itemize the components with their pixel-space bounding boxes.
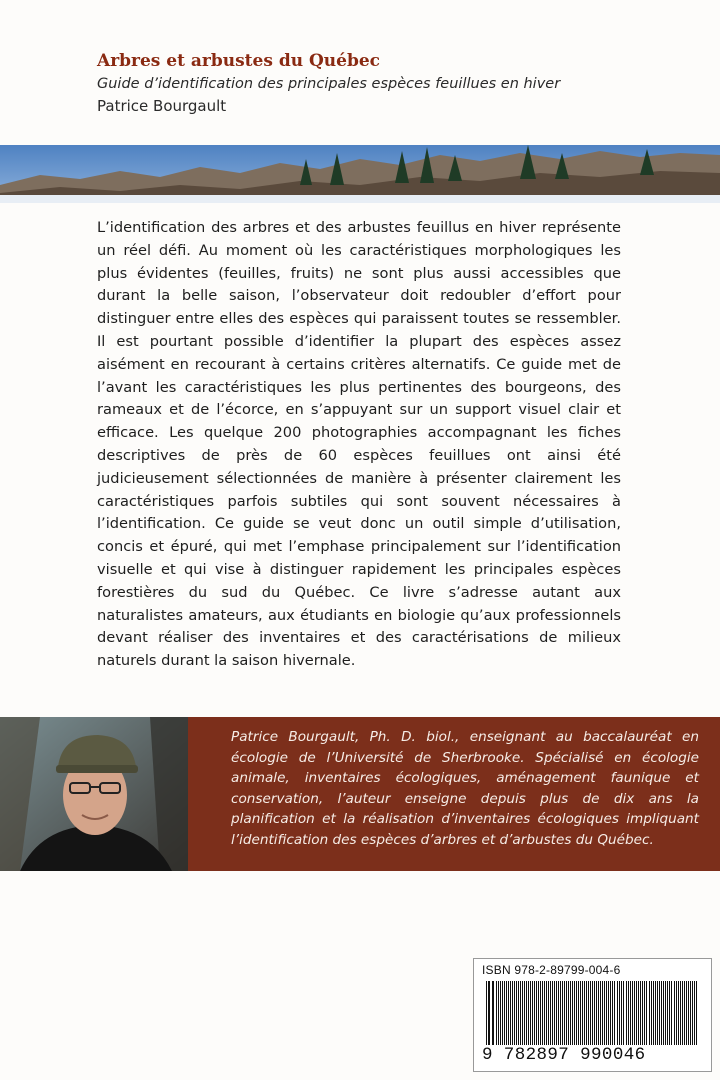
cover-header	[97, 50, 697, 117]
barcode-bar	[572, 981, 573, 1045]
barcode-bar	[578, 981, 579, 1045]
barcode-bar	[516, 981, 517, 1045]
barcode-bar	[518, 981, 519, 1045]
winter-forest-banner	[0, 145, 720, 203]
barcode-bar	[492, 981, 494, 1045]
barcode-bar	[690, 981, 691, 1045]
barcode-bar	[667, 981, 668, 1045]
barcode-bar	[612, 981, 613, 1045]
barcode-bar	[584, 981, 585, 1045]
barcode-bar	[536, 981, 537, 1045]
barcode-bar	[582, 981, 583, 1045]
barcode-bar	[686, 981, 687, 1045]
barcode-bar	[504, 981, 505, 1045]
barcode-bar	[564, 981, 565, 1045]
barcode-bar	[602, 981, 603, 1045]
barcode-bar	[586, 981, 587, 1045]
barcode-bar	[694, 981, 695, 1045]
barcode-bar	[554, 981, 555, 1045]
barcode-bar	[678, 981, 679, 1045]
barcode-bar	[588, 981, 589, 1045]
barcode-bar	[659, 981, 660, 1045]
barcode-bar	[655, 981, 656, 1045]
barcode-bar	[552, 981, 553, 1045]
barcode-bar	[626, 981, 627, 1045]
barcode-bar	[657, 981, 658, 1045]
author-bio: Patrice Bourgault, Ph. D. biol., enseignant au baccalauréat en écologie de l’Université de Sherbrooke. Spécialisé en écologie animale, inventaires écologiques, aménagement faunique et conservation, l’auteur enseigne depuis plus de dix ans la planification et la réalisation d’inventaires écologiques impliquant l’identification des espèces d’arbres et d’arbustes du Québec.	[231, 729, 699, 848]
barcode-bar	[680, 981, 681, 1045]
barcode-bar	[610, 981, 611, 1045]
book-subtitle: Guide d’identification des principales espèces feuillues en hiver	[97, 76, 561, 92]
barcode-bar	[696, 981, 697, 1045]
barcode-bar	[528, 981, 529, 1045]
barcode-bar	[638, 981, 639, 1045]
barcode-bar	[592, 981, 593, 1045]
barcode-bar	[628, 981, 629, 1045]
barcode-bar	[630, 981, 631, 1045]
barcode-bar	[608, 981, 609, 1045]
barcode-bar	[606, 981, 607, 1045]
barcode-bar	[671, 981, 672, 1045]
barcode	[484, 981, 702, 1045]
barcode-bar	[674, 981, 675, 1045]
barcode-bar	[512, 981, 513, 1045]
barcode-bar	[562, 981, 563, 1045]
barcode-bar	[665, 981, 666, 1045]
barcode-bar	[568, 981, 569, 1045]
barcode-bar	[598, 981, 599, 1045]
barcode-bar	[514, 981, 515, 1045]
barcode-bar	[546, 981, 547, 1045]
book-author: Patrice Bourgault	[97, 97, 227, 115]
barcode-bar	[558, 981, 559, 1045]
barcode-bar	[642, 981, 643, 1045]
barcode-bar	[640, 981, 641, 1045]
barcode-bar	[488, 981, 490, 1045]
barcode-bar	[669, 981, 670, 1045]
barcode-bar	[544, 981, 545, 1045]
barcode-bar	[688, 981, 689, 1045]
barcode-bar	[590, 981, 591, 1045]
barcode-bar	[530, 981, 531, 1045]
ean-digits: 9 782897 990046	[482, 1045, 646, 1065]
barcode-bar	[508, 981, 509, 1045]
barcode-bar	[534, 981, 535, 1045]
barcode-bar	[486, 981, 487, 1045]
barcode-bar	[649, 981, 650, 1045]
barcode-bar	[526, 981, 527, 1045]
barcode-bar	[538, 981, 539, 1045]
barcode-bar	[653, 981, 654, 1045]
barcode-bar	[632, 981, 633, 1045]
author-photo	[0, 717, 188, 871]
barcode-bar	[619, 981, 620, 1045]
isbn-barcode-block	[473, 958, 712, 1072]
barcode-bar	[661, 981, 662, 1045]
barcode-bar	[550, 981, 551, 1045]
barcode-bar	[532, 981, 533, 1045]
barcode-bar	[548, 981, 549, 1045]
barcode-bar	[617, 981, 618, 1045]
barcode-bar	[580, 981, 581, 1045]
barcode-bar	[522, 981, 523, 1045]
barcode-bar	[496, 981, 497, 1045]
barcode-bar	[540, 981, 541, 1045]
barcode-bar	[676, 981, 677, 1045]
barcode-bar	[651, 981, 652, 1045]
barcode-bar	[560, 981, 561, 1045]
barcode-bar	[542, 981, 543, 1045]
barcode-bar	[644, 981, 645, 1045]
barcode-bar	[594, 981, 595, 1045]
barcode-bar	[510, 981, 511, 1045]
barcode-bar	[614, 981, 615, 1045]
barcode-bar	[556, 981, 557, 1045]
barcode-bar	[600, 981, 601, 1045]
barcode-bar	[570, 981, 571, 1045]
barcode-bar	[596, 981, 597, 1045]
back-cover-blurb: L’identification des arbres et des arbustes feuillus en hiver représente un réel défi. Au moment où les caractéristiques morphologiques les plus évidentes (feuilles, fruits) ne sont plus aussi accessibles que durant la belle saison, l’observateur doit redoubler d’effort pour distinguer entre elles des espèces qui paraissent toutes se ressembler. Il est pourtant possible d’identifier la plupart des espèces assez aisément en recourant à certains critères alternatifs. Ce guide met de l’avant les caractéristiques les plus pertinentes des bourgeons, des rameaux et de l’écorce, en s’appuyant sur un support visuel clair et efficace. Les quelque 200 photographies accompagnant les fiches descriptives de près de 60 espèces feuillues ont ainsi été judicieusement sélectionnées de manière à présenter clairement les caractéristiques parfois subtiles qui sont souvent nécessaires à l’identification. Ce guide se veut donc un outil simple d’utilisation, concis et épuré, qui met l’emphase principalement sur l’identification visuelle et qui vise à distinguer rapidement les principales espèces forestières du sud du Québec. Ce livre s’adresse autant aux naturalistes amateurs, aux étudiants en biologie qu’aux professionnels devant réaliser des inventaires et des caractérisations de milieux naturels durant la saison hivernale.	[97, 219, 621, 670]
book-title: Arbres et arbustes du Québec	[97, 51, 381, 71]
barcode-bar	[692, 981, 693, 1045]
barcode-bar	[604, 981, 605, 1045]
barcode-bar	[566, 981, 567, 1045]
barcode-bar	[524, 981, 525, 1045]
barcode-bar	[634, 981, 635, 1045]
barcode-bar	[576, 981, 577, 1045]
barcode-bar	[663, 981, 664, 1045]
barcode-bar	[498, 981, 499, 1045]
barcode-bar	[623, 981, 624, 1045]
barcode-bar	[646, 981, 647, 1045]
barcode-bar	[520, 981, 521, 1045]
barcode-bar	[621, 981, 622, 1045]
barcode-bar	[574, 981, 575, 1045]
author-bio-band	[0, 717, 720, 871]
barcode-bar	[500, 981, 501, 1045]
barcode-bar	[502, 981, 503, 1045]
barcode-bar	[684, 981, 685, 1045]
barcode-bar	[506, 981, 507, 1045]
isbn-label: ISBN 978-2-89799-004-6	[482, 963, 621, 977]
barcode-bar	[636, 981, 637, 1045]
barcode-bar	[682, 981, 683, 1045]
